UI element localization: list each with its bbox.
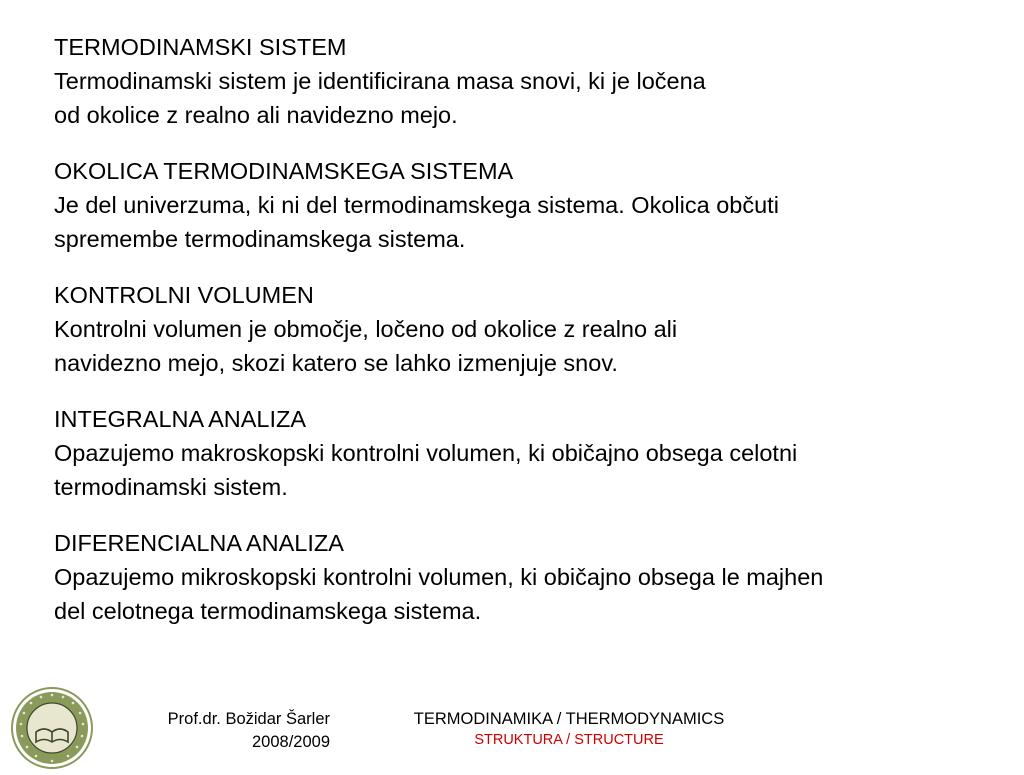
section-termodinamski-sistem [54,30,1004,132]
section-text-line: termodinamski sistem. [54,474,288,500]
section-text-line: navidezno mejo, skozi katero se lahko izmenjuje snov. [54,350,618,376]
section-heading: INTEGRALNA ANALIZA [54,406,307,432]
section-text-line: Je del univerzuma, ki ni del termodinamskega sistema. Okolica občuti [54,192,779,218]
section-text-line: Opazujemo mikroskopski kontrolni volumen, ki običajno obsega le majhen [54,564,824,590]
section-kontrolni-volumen [54,278,1004,380]
section-text-line: del celotnega termodinamskega sistema. [54,598,482,624]
academic-year: 2008/2009 [252,733,330,751]
section-text-line: Termodinamski sistem je identificirana masa snovi, ki je ločena [54,68,706,94]
course-title: TERMODINAMIKA / THERMODYNAMICS [413,710,725,728]
section-text-line: Kontrolni volumen je območje, ločeno od okolice z realno ali [54,316,678,342]
section-diferencialna-analiza [54,526,1004,628]
section-heading: TERMODINAMSKI SISTEM [54,34,347,60]
section-text-line: od okolice z realno ali navidezno mejo. [54,102,458,128]
section-heading: KONTROLNI VOLUMEN [54,282,314,308]
section-integralna-analiza [54,402,1004,504]
section-text-line: Opazujemo makroskopski kontrolni volumen, ki običajno obsega celotni [54,440,798,466]
section-heading: DIFERENCIALNA ANALIZA [54,530,344,556]
slide-content [54,30,1004,650]
author-name: Prof.dr. Božidar Šarler [167,710,330,728]
section-text-line: spremembe termodinamskega sistema. [54,226,466,252]
footer-author-block [168,708,330,754]
slide-topic: STRUKTURA / STRUCTURE [474,732,664,748]
section-okolica [54,154,1004,256]
section-heading: OKOLICA TERMODINAMSKEGA SISTEMA [54,158,514,184]
university-seal-icon [10,686,94,770]
footer-course-block [380,708,758,749]
